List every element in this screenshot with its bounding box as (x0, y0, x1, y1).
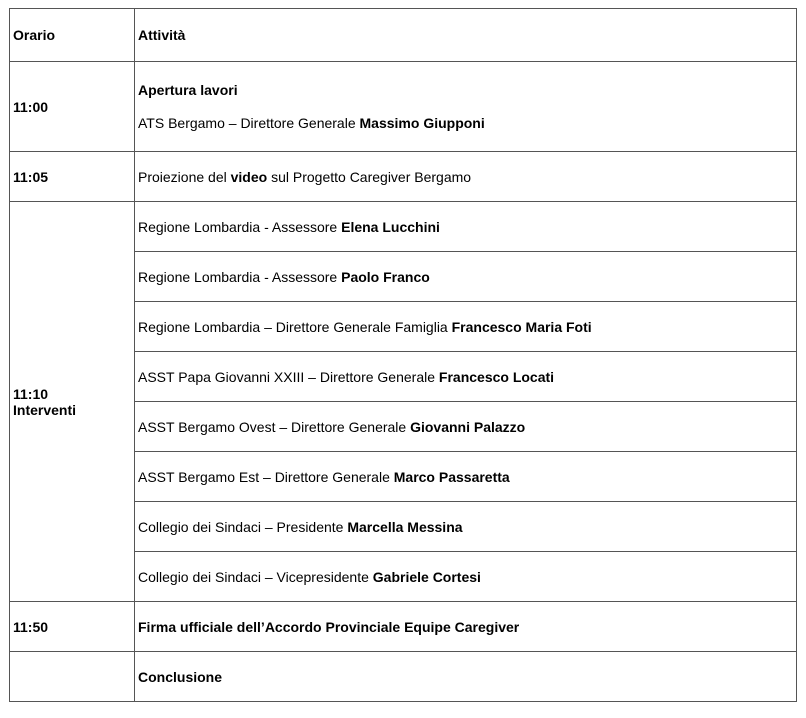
speaker-prefix: ATS Bergamo – Direttore Generale (138, 115, 360, 131)
speaker-name: Francesco Locati (438, 368, 555, 385)
header-time: Orario (10, 9, 135, 62)
header-activity: Attività (135, 9, 797, 62)
program-table (9, 8, 797, 702)
activity-cell (135, 452, 797, 502)
speaker-prefix: ASST Papa Giovanni XXIII – Direttore Generale (138, 368, 439, 385)
time-cell (10, 652, 135, 702)
speaker-name: Paolo Franco (341, 268, 430, 285)
time-cell: 11:00 (10, 62, 135, 152)
activity-cell: Conclusione (135, 652, 797, 702)
speaker-prefix: Collegio dei Sindaci – Vicepresidente (138, 568, 373, 585)
speaker-prefix: Collegio dei Sindaci – Presidente (138, 518, 348, 535)
opening-title: Apertura lavori (138, 82, 238, 98)
speaker-name: Massimo Giupponi (359, 115, 485, 131)
table-header-row (10, 9, 797, 62)
activity-cell (135, 252, 797, 302)
activity-cell (135, 552, 797, 602)
table-row-opening (10, 62, 797, 152)
time-cell: 11:50 (10, 602, 135, 652)
activity-cell (135, 202, 797, 252)
activity-cell (135, 402, 797, 452)
video-text-bold: video (230, 168, 268, 185)
activity-cell (135, 502, 797, 552)
activity-cell (135, 302, 797, 352)
speaker-prefix: Regione Lombardia - Assessore (138, 218, 342, 235)
speaker-prefix: Regione Lombardia - Assessore (138, 268, 342, 285)
table-row-signing (10, 602, 797, 652)
time-cell: 11:05 (10, 152, 135, 202)
time-cell-interventi (10, 202, 135, 602)
speaker-prefix: ASST Bergamo Ovest – Direttore Generale (138, 418, 411, 435)
table-row-video (10, 152, 797, 202)
activity-cell (135, 62, 797, 152)
activity-cell (135, 152, 797, 202)
speaker-name: Gabriele Cortesi (372, 568, 481, 585)
activity-cell (135, 352, 797, 402)
speaker-prefix: Regione Lombardia – Direttore Generale Famiglia (138, 318, 452, 335)
speaker-name: Giovanni Palazzo (410, 418, 526, 435)
video-text-after: sul Progetto Caregiver Bergamo (267, 168, 472, 185)
speaker-name: Francesco Maria Foti (451, 318, 592, 335)
interventi-label: Interventi (13, 401, 77, 418)
video-text-before: Proiezione del (138, 168, 231, 185)
speaker-name: Marcella Messina (347, 518, 463, 535)
speaker-prefix: ASST Bergamo Est – Direttore Generale (138, 468, 394, 485)
speaker-name: Marco Passaretta (393, 468, 510, 485)
table-row-intervento (10, 202, 797, 252)
speaker-name: Elena Lucchini (341, 218, 440, 235)
interventi-time: 11:10 (13, 385, 49, 402)
table-row-closing (10, 652, 797, 702)
activity-cell: Firma ufficiale dell’Accordo Provinciale Equipe Caregiver (135, 602, 797, 652)
